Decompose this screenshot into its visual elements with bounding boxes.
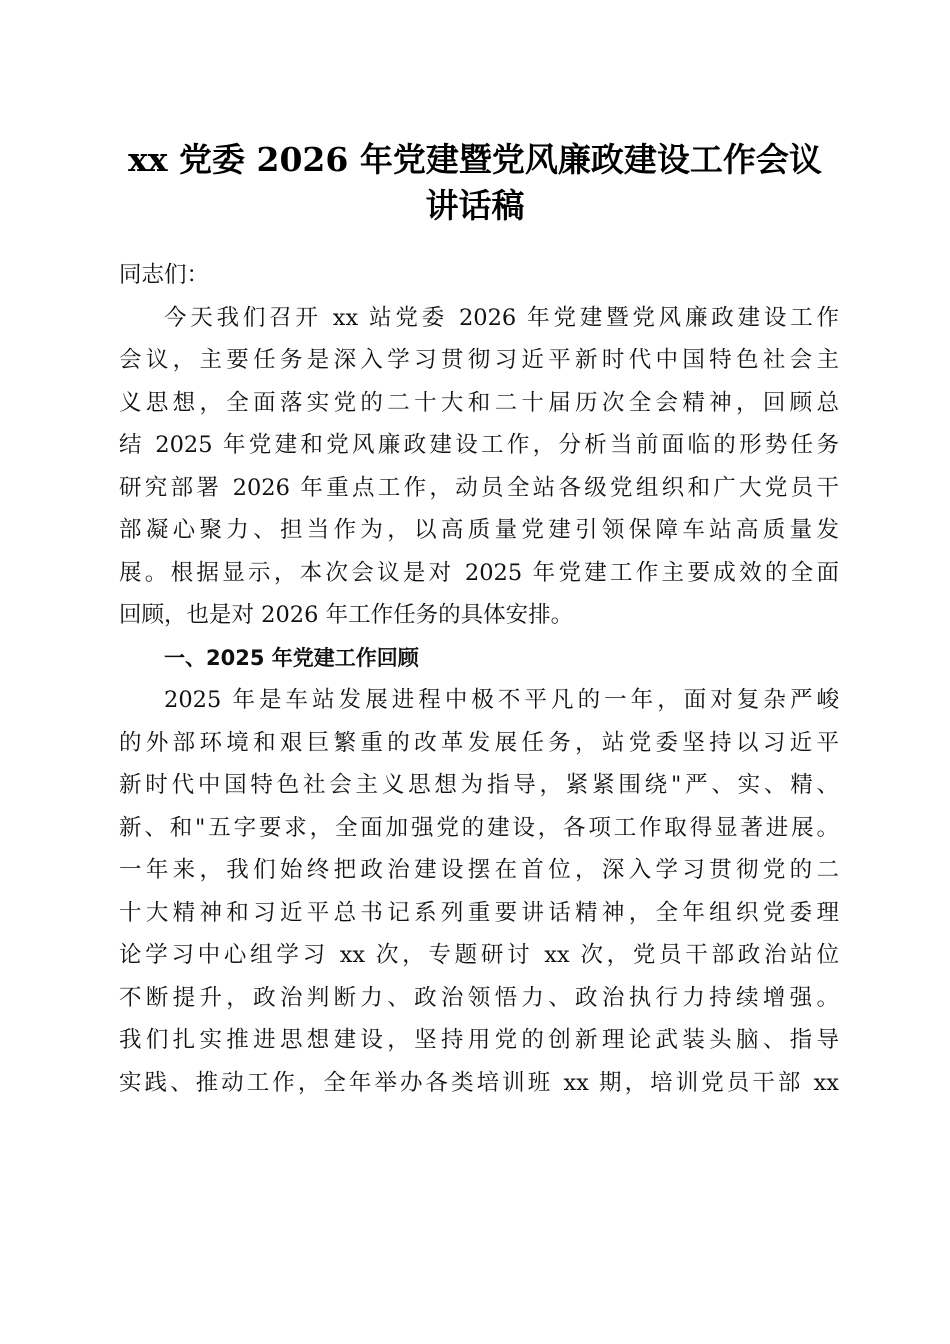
paragraph-2-line: 一年来，我们始终把政治建设摆在首位，深入学习贯彻党的二 — [119, 857, 839, 883]
paragraph-1-line: 研究部署 2026 年重点工作，动员全站各级党组织和广大党员干 — [119, 474, 839, 501]
paragraph-2-line: 不断提升，政治判断力、政治领悟力、政治执行力持续增强。 — [119, 984, 839, 1011]
document-title-line1: xx 党委 2026 年党建暨党风廉政建设工作会议 — [128, 140, 822, 179]
section-heading: 一、2025 年党建工作回顾 — [164, 645, 419, 670]
document-title-line2: 讲话稿 — [425, 186, 525, 225]
paragraph-2-line: 实践、推动工作，全年举办各类培训班 xx 期，培训党员干部 xx — [119, 1069, 839, 1096]
paragraph-1-line: 结 2025 年党建和党风廉政建设工作，分析当前面临的形势任务 — [119, 432, 839, 458]
paragraph-1-line: 展。根据显示，本次会议是对 2025 年党建工作主要成效的全面 — [119, 559, 839, 586]
paragraph-1-line: 部凝心聚力、担当作为，以高质量党建引领保障车站高质量发 — [119, 517, 839, 543]
paragraph-1-line: 会议，主要任务是深入学习贯彻习近平新时代中国特色社会主 — [119, 347, 839, 373]
salutation: 同志们： — [119, 262, 210, 288]
paragraph-2-line: 我们扎实推进思想建设，坚持用党的创新理论武装头脑、指导 — [119, 1027, 839, 1053]
paragraph-2-line: 十大精神和习近平总书记系列重要讲话精神，全年组织党委理 — [119, 899, 839, 926]
paragraph-2-line: 的外部环境和艰巨繁重的改革发展任务，站党委坚持以习近平 — [119, 729, 839, 756]
paragraph-2-line: 2025 年是车站发展进程中极不平凡的一年，面对复杂严峻 — [164, 687, 839, 713]
paragraph-1-line: 义思想，全面落实党的二十大和二十届历次全会精神，回顾总 — [119, 389, 839, 416]
document-body — [119, 254, 839, 1104]
paragraph-1-line: 回顾，也是对 2026 年工作任务的具体安排。 — [119, 602, 574, 628]
paragraph-2-line: 新时代中国特色社会主义思想为指导，紧紧围绕"严、实、精、 — [119, 772, 839, 798]
paragraph-2-line: 论学习中心组学习 xx 次，专题研讨 xx 次，党员干部政治站位 — [119, 942, 839, 968]
paragraph-2-line: 新、和"五字要求，全面加强党的建设，各项工作取得显著进展。 — [119, 814, 839, 841]
paragraph-1-line: 今天我们召开 xx 站党委 2026 年党建暨党风廉政建设工作 — [164, 304, 839, 331]
